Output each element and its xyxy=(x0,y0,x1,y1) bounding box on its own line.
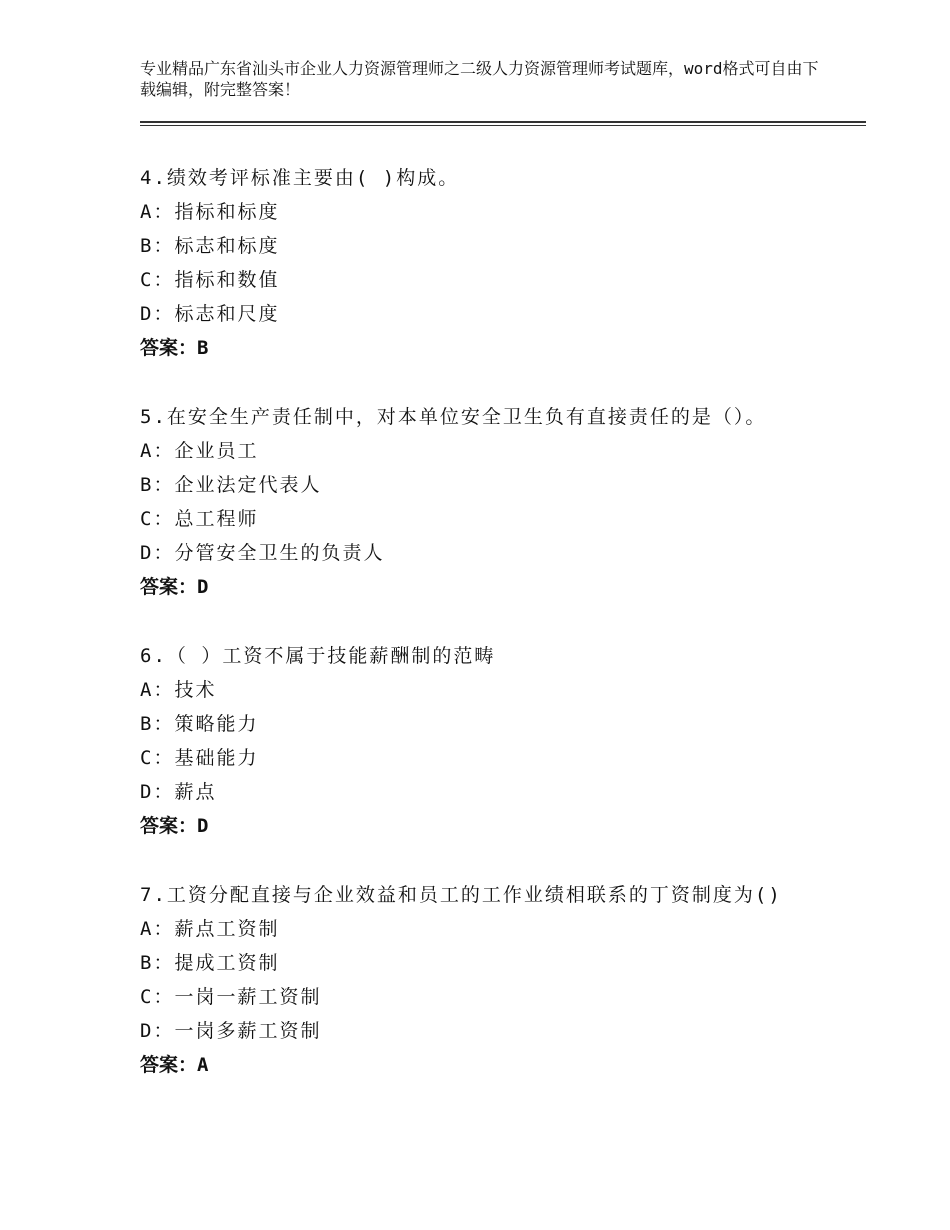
document-header: 专业精品广东省汕头市企业人力资源管理师之二级人力资源管理师考试题库，word格式可自由下载编辑，附完整答案！ xyxy=(140,59,819,99)
question-stem: 6.（ ）工资不属于技能薪酬制的范畴 xyxy=(140,645,496,667)
answer-line: 答案：D xyxy=(140,576,209,598)
option-a: A：技术 xyxy=(140,679,217,701)
option-c: C：指标和数值 xyxy=(140,269,280,291)
option-c: C：一岗一薪工资制 xyxy=(140,986,322,1008)
question-7 xyxy=(140,878,860,1082)
option-b: B：策略能力 xyxy=(140,713,259,735)
option-a: A：指标和标度 xyxy=(140,201,280,223)
header-divider-thin xyxy=(140,125,866,126)
option-b: B：标志和标度 xyxy=(140,235,280,257)
option-d: D：一岗多薪工资制 xyxy=(140,1020,322,1042)
option-b: B：提成工资制 xyxy=(140,952,280,974)
question-6 xyxy=(140,639,860,843)
option-c: C：总工程师 xyxy=(140,508,259,530)
option-c: C：基础能力 xyxy=(140,747,259,769)
answer-line: 答案：A xyxy=(140,1054,209,1076)
answer-line: 答案：D xyxy=(140,815,209,837)
option-a: A：企业员工 xyxy=(140,440,259,462)
option-d: D：薪点 xyxy=(140,781,217,803)
option-b: B：企业法定代表人 xyxy=(140,474,322,496)
option-a: A：薪点工资制 xyxy=(140,918,280,940)
option-d: D：分管安全卫生的负责人 xyxy=(140,542,385,564)
question-stem: 4.绩效考评标准主要由( )构成。 xyxy=(140,167,460,189)
question-4 xyxy=(140,161,860,365)
header-divider-thick xyxy=(140,121,866,123)
option-d: D：标志和尺度 xyxy=(140,303,280,325)
question-stem: 5.在安全生产责任制中，对本单位安全卫生负有直接责任的是（）。 xyxy=(140,406,767,428)
answer-line: 答案：B xyxy=(140,337,209,359)
question-stem: 7.工资分配直接与企业效益和员工的工作业绩相联系的丁资制度为() xyxy=(140,884,782,906)
question-5 xyxy=(140,400,860,604)
